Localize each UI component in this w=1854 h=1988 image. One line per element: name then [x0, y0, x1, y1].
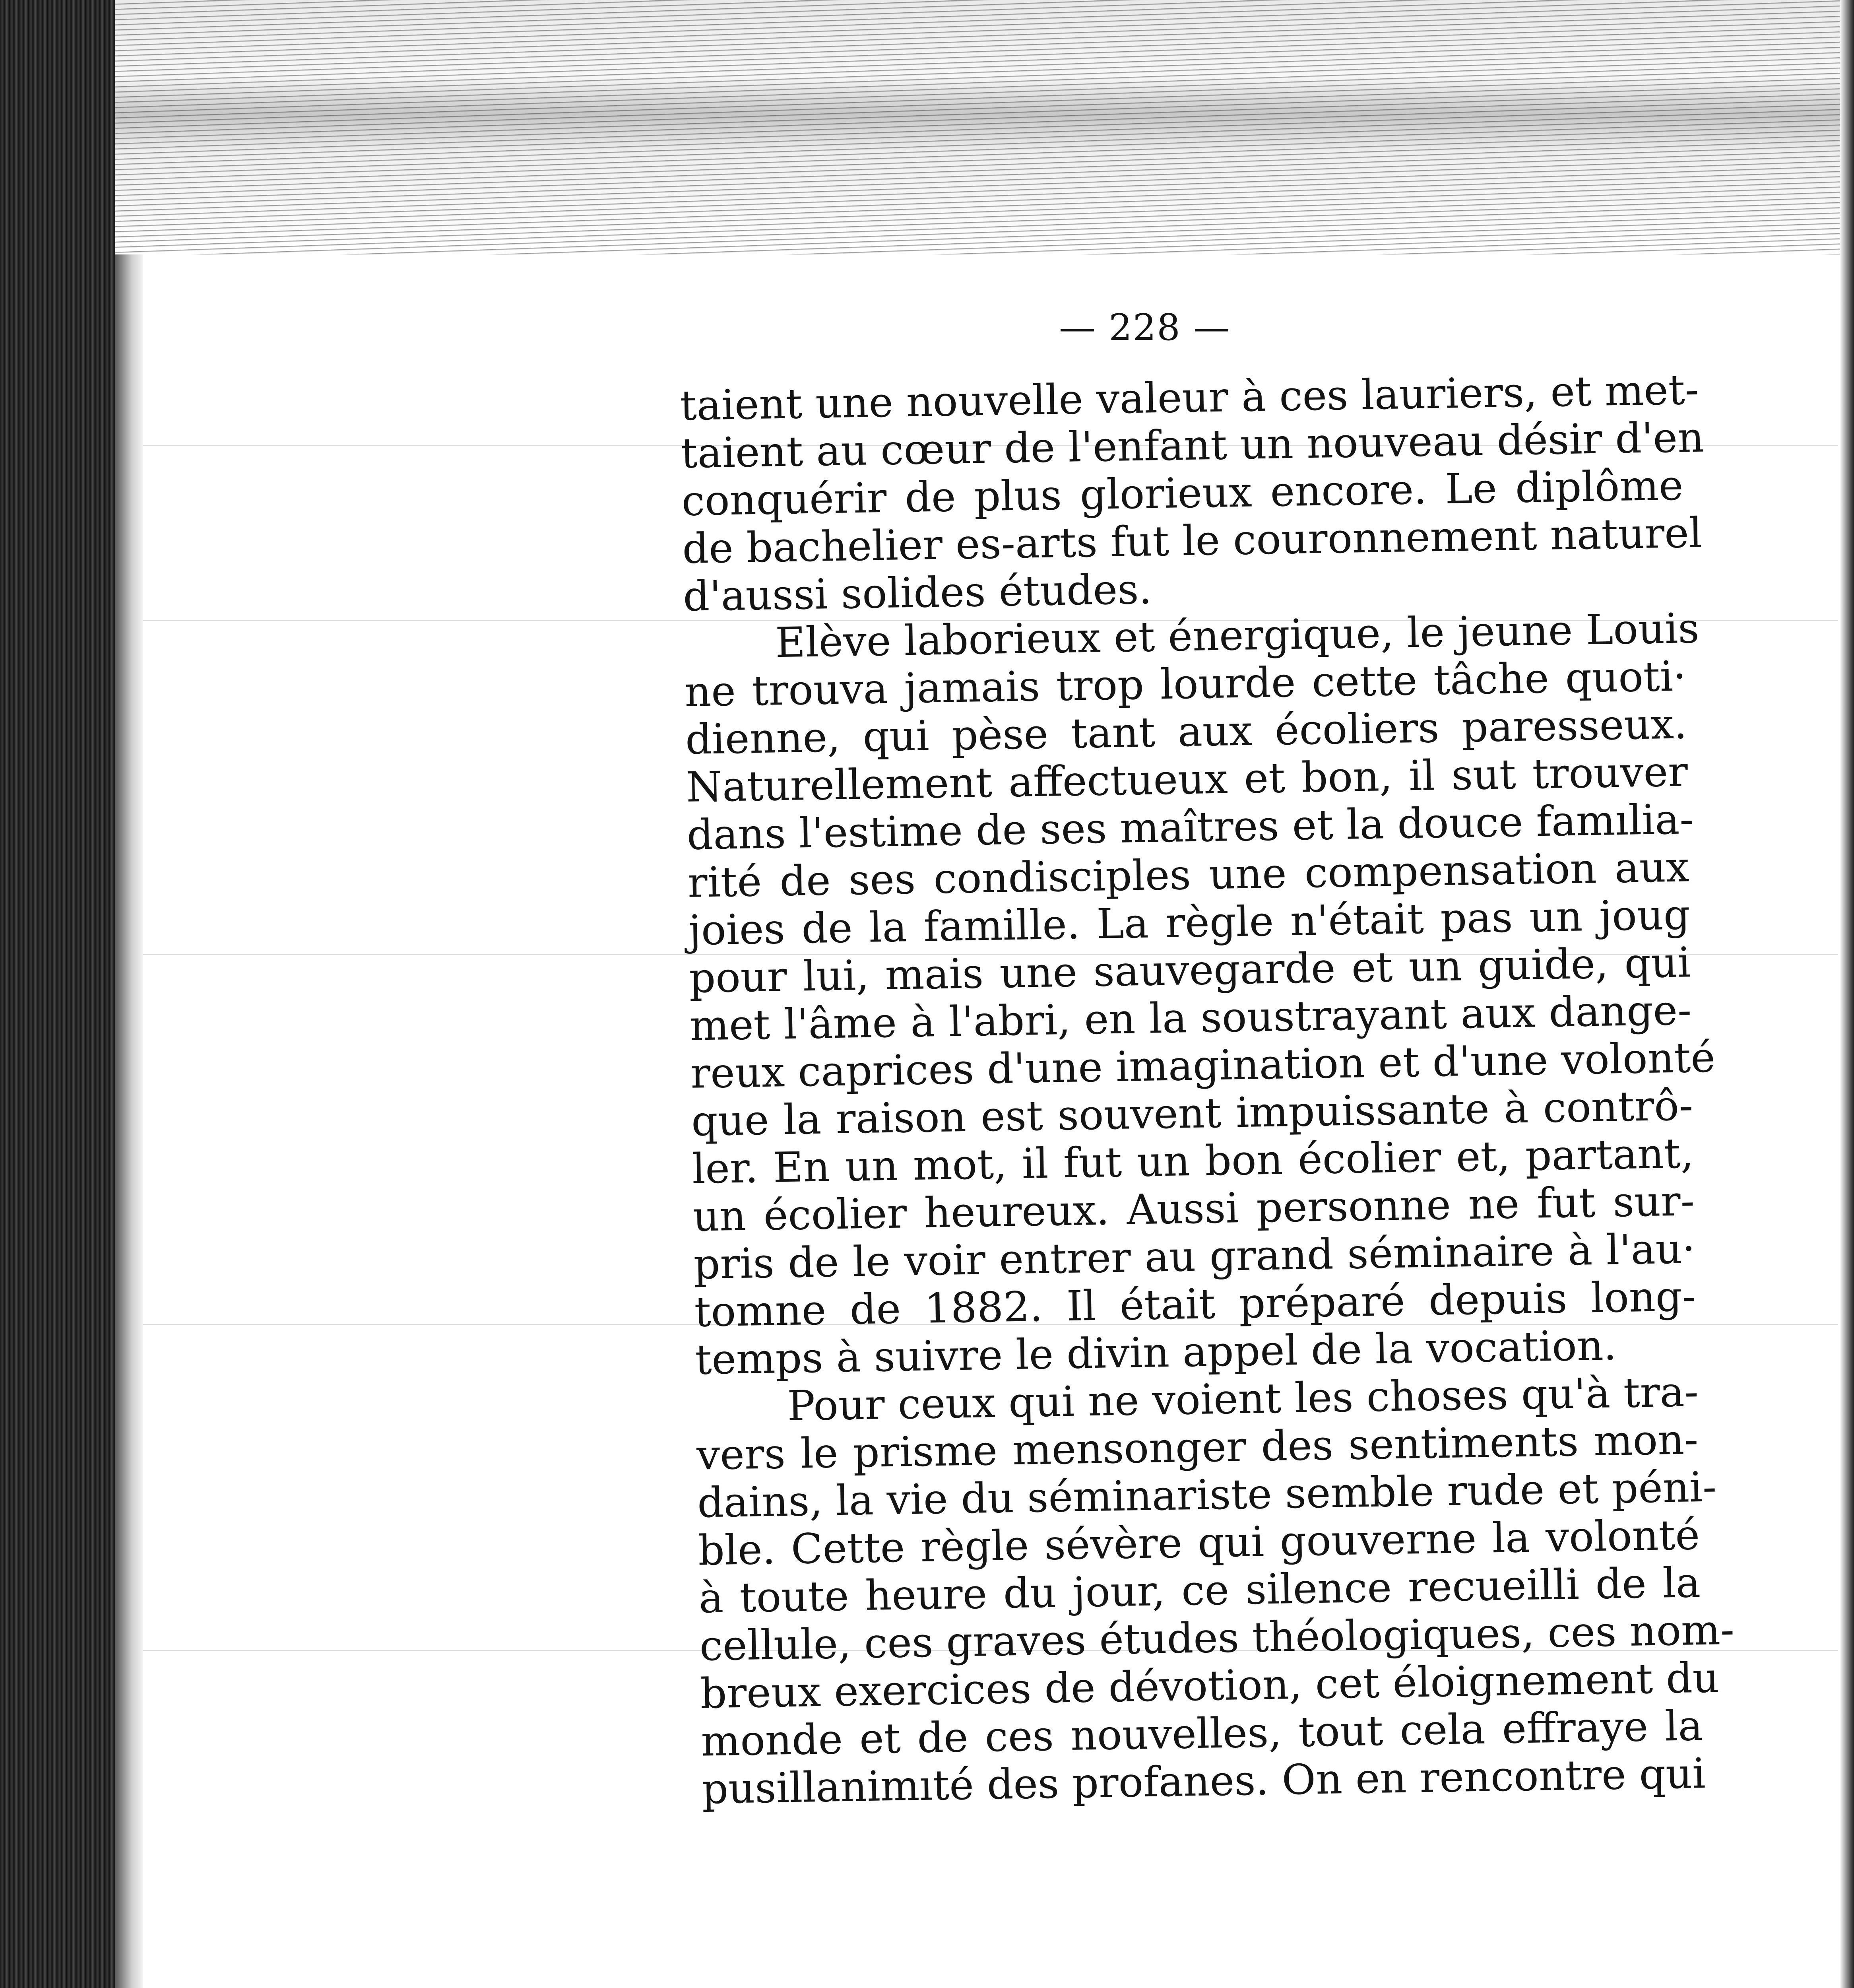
text-line: dans l'estime de ses maîtres et la douce famılia- [686, 795, 1694, 859]
text-line: conquérir de plus glorieux encore. Le diplôme [681, 461, 1684, 525]
book-gutter [0, 0, 115, 1988]
text-line: Pour ceux qui ne voient les choses qu'à tra- [787, 1367, 1699, 1431]
text-line: d'aussi solides études. [683, 565, 1152, 621]
text-line: joies de la famille. La règle n'était pas un joug [688, 890, 1691, 955]
body-text [679, 365, 1735, 1813]
text-line: tomne de 1882. Il était préparé depuis long- [694, 1272, 1697, 1336]
text-line: un écolier heureux. Aussi personne ne fut sur- [692, 1176, 1695, 1241]
text-line: Naturellement affectueux et bon, il sut trouver [686, 747, 1688, 812]
text-line: dienne, qui pèse tant aux écoliers paresseux. [685, 699, 1687, 764]
scan-top-band [115, 0, 1854, 254]
text-line: dains, la vie du séminariste semble rude et péni- [697, 1462, 1717, 1527]
page-edge-shadow [115, 0, 143, 1988]
text-line: met l'âme à l'abri, en la soustrayant aux dange- [689, 986, 1692, 1050]
text-line: de bachelier es-arts fut le couronnement naturel [682, 508, 1703, 573]
text-line: cellule, ces graves études théologiques, ces nom- [699, 1605, 1735, 1670]
text-line: temps à suivre le divin appel de la vocation. [694, 1321, 1617, 1384]
text-line: que la raison est souvent impuissante à contrô- [691, 1081, 1693, 1145]
text-line: taient une nouvelle valeur à ces lauriers, et met- [679, 365, 1699, 430]
text-line: pusillanimıté des profanes. On en rencontre qui [701, 1749, 1706, 1813]
page-number: — 228 — [1059, 306, 1231, 349]
text-line: à toute heure du jour, ce silence recueilli de la [698, 1558, 1701, 1623]
text-line: breux exercices de dévotion, cet éloignement du [700, 1653, 1720, 1718]
text-line: taient au cœur de l'enfant un nouveau désir d'en [680, 413, 1705, 478]
text-line: Elève laborieux et énergique, le jeune Louis [775, 604, 1700, 667]
text-line: monde et de ces nouvelles, tout cela effraye la [700, 1701, 1703, 1766]
text-line: vers le prisme mensonger des sentiments mon- [696, 1415, 1699, 1479]
text-line: rité de ses condisciples une compensation aux [687, 843, 1690, 907]
text-line: pour lui, mais une sauvegarde et un guide, qui [688, 938, 1691, 1002]
text-line: ler. En un mot, il fut un bon écolier et, partant, [692, 1129, 1694, 1193]
scan-right-edge [1840, 0, 1854, 1988]
text-line: ble. Cette règle sévère qui gouverne la volonté [698, 1510, 1700, 1575]
text-line: reux caprices d'une imagination et d'une volonté [690, 1033, 1716, 1098]
text-line: ne trouva jamais trop lourde cette tâche quoti· [684, 652, 1687, 716]
text-line: pris de le voir entrer au grand séminaire à l'au· [693, 1224, 1696, 1289]
